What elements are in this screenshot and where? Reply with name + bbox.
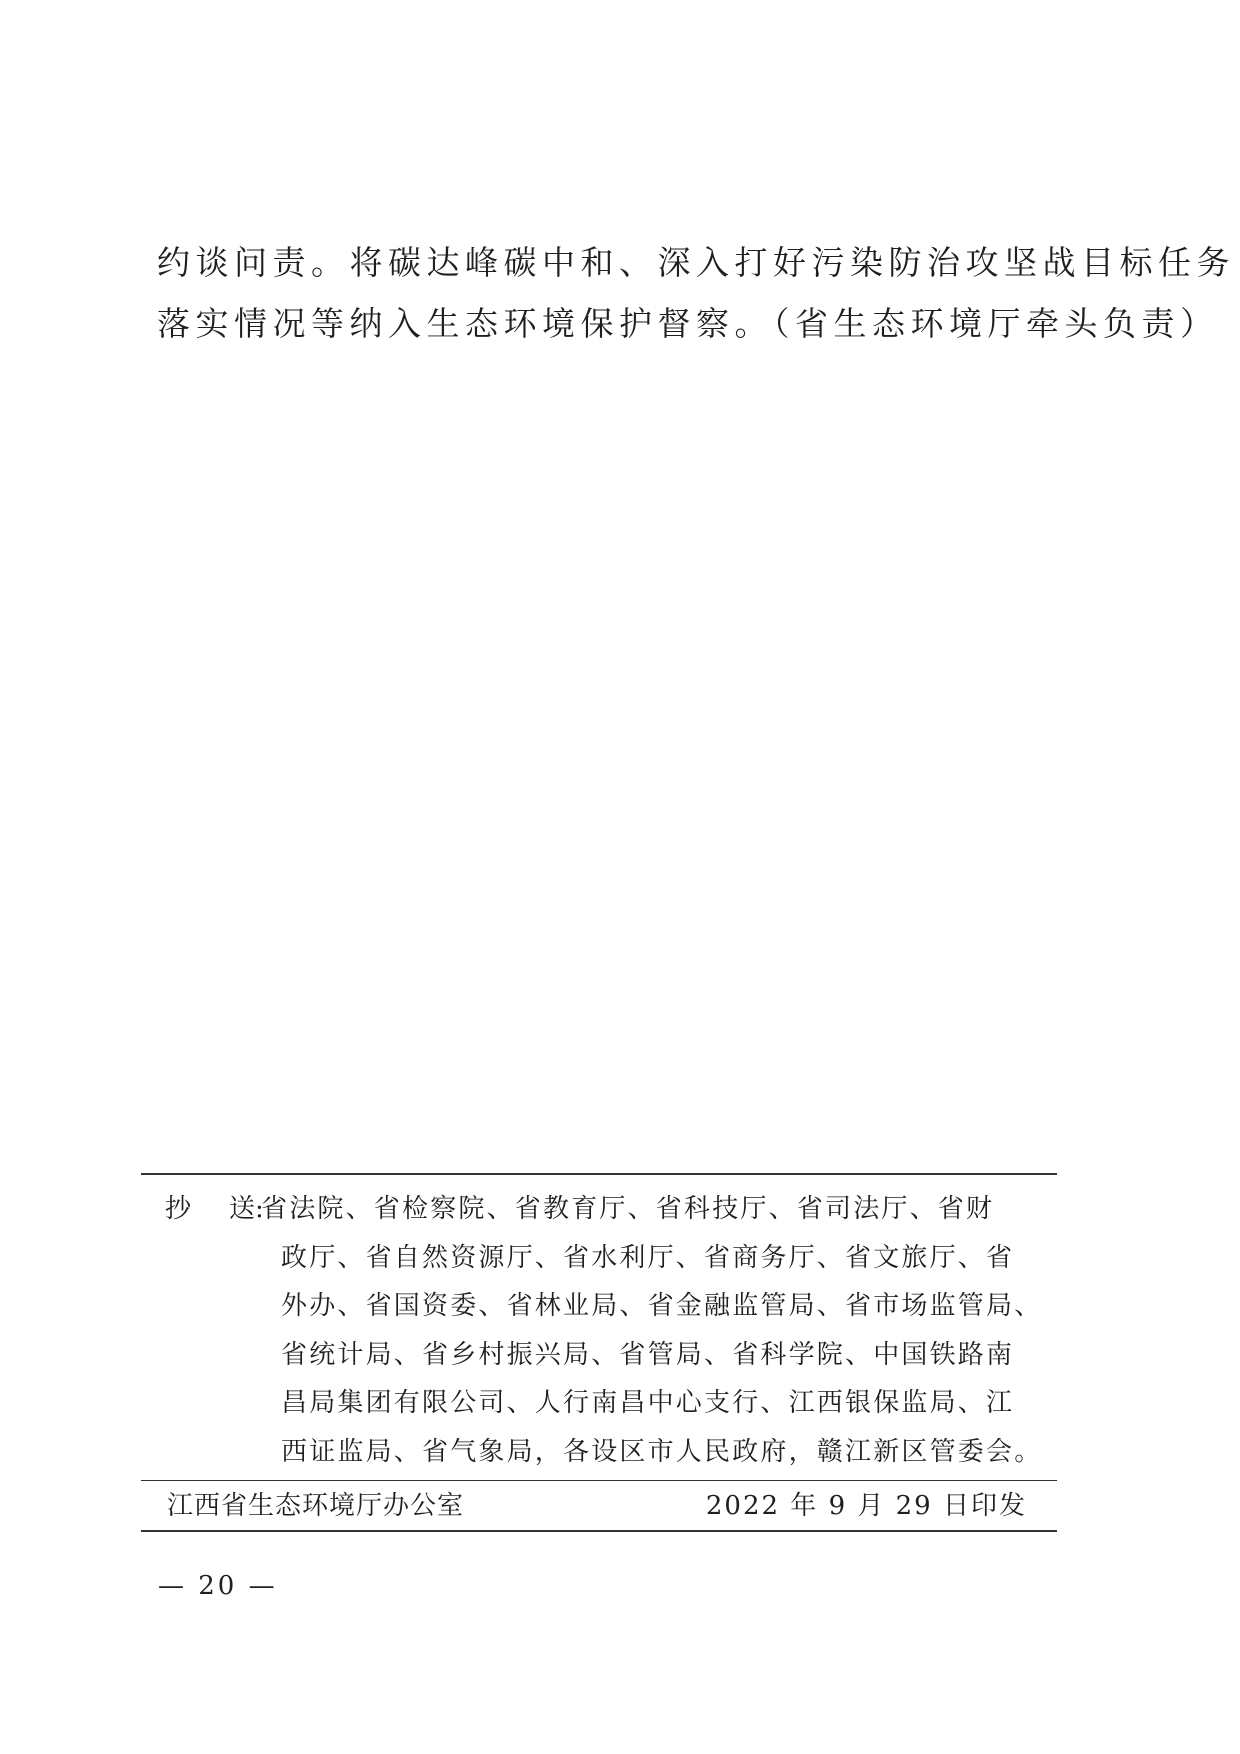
cc-recipients-line-6: 西证监局、省气象局，各设区市人民政府，赣江新区管委会。 xyxy=(281,1436,1043,1467)
cc-top-rule xyxy=(141,1173,1057,1175)
cc-recipients-line-5: 昌局集团有限公司、人行南昌中心支行、江西银保监局、江 xyxy=(281,1388,1015,1418)
body-line-1: 约谈问责。将碳达峰碳中和、深入打好污染防治攻坚战目标任务 xyxy=(157,243,1235,282)
cc-recipients-line-1: 省法院、省检察院、省教育厅、省科技厅、省司法厅、省财 xyxy=(261,1194,995,1224)
cc-recipients-line-2: 政厅、省自然资源厅、省水利厅、省商务厅、省文旅厅、省 xyxy=(281,1242,1015,1273)
issuing-office: 江西省生态环境厅办公室 xyxy=(167,1491,465,1521)
body-line-2: 落实情况等纳入生态环境保护督察。（省生态环境厅牵头负责） xyxy=(157,304,1219,343)
cc-recipients xyxy=(261,1185,1061,1476)
issuer-bottom-rule xyxy=(141,1530,1057,1532)
page-number: — 20 — xyxy=(158,1571,278,1601)
cc-recipients-line-3: 外办、省国资委、省林业局、省金融监管局、省市场监管局、 xyxy=(281,1291,1043,1321)
cc-label-second: 送: xyxy=(229,1194,264,1224)
body-paragraph xyxy=(157,232,1235,354)
issue-date: 2022 年 9 月 29 日印发 xyxy=(705,1491,1027,1521)
cc-label xyxy=(165,1185,264,1234)
cc-recipients-line-4: 省统计局、省乡村振兴局、省管局、省科学院、中国铁路南 xyxy=(281,1339,1015,1370)
cc-label-first: 抄 xyxy=(165,1194,192,1224)
issuer-top-rule xyxy=(141,1480,1057,1481)
